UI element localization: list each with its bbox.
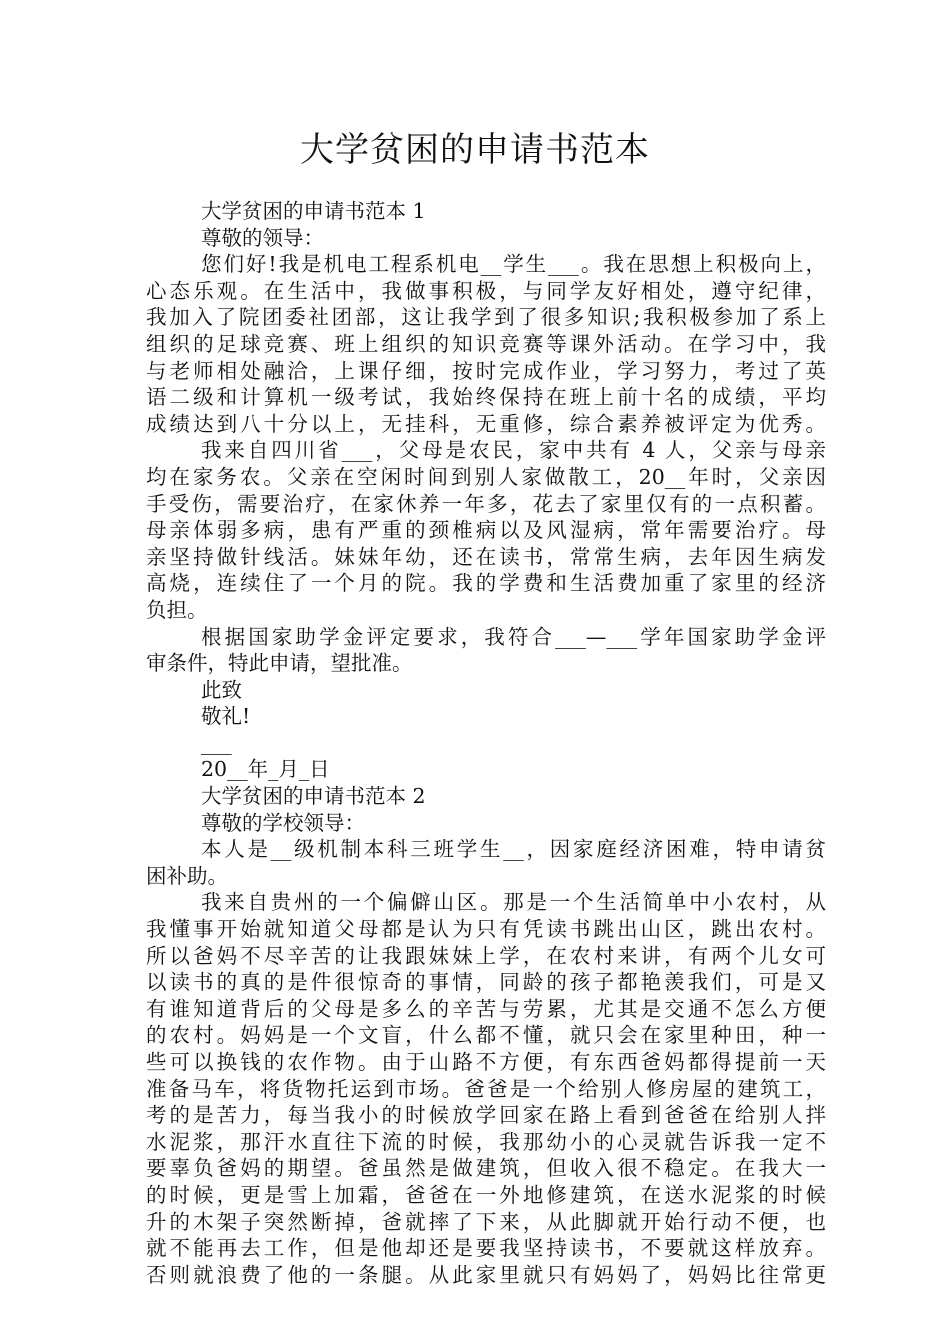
text-line: 的农村。妈妈是一个文盲，什么都不懂，就只会在家里种田，种一 <box>146 1023 826 1048</box>
text-line: 语二级和计算机一级考试，我始终保持在班上前十名的成绩，平均 <box>146 385 826 410</box>
text-line: 我加入了院团委社团部，这让我学到了很多知识;我积极参加了系上 <box>146 305 826 330</box>
text-line: 与老师相处融洽，上课仔细，按时完成作业，学习努力，考过了英 <box>146 358 826 383</box>
text-line: 我来自四川省___，父母是农民，家中共有 4 人，父亲与母亲 <box>201 438 826 463</box>
text-line: 20__年_月_日 <box>201 757 330 782</box>
text-line: 您们好!我是机电工程系机电__学生___。我在思想上积极向上， <box>201 252 826 277</box>
text-line: 手受伤，需要治疗，在家休养一年多，花去了家里仅有的一点积蓄。 <box>146 491 826 516</box>
text-line: 我来自贵州的一个偏僻山区。那是一个生活简单中小农村，从 <box>201 890 826 915</box>
text-line: 高烧，连续住了一个月的院。我的学费和生活费加重了家里的经济 <box>146 571 826 596</box>
text-line: 审条件，特此申请，望批准。 <box>146 651 413 676</box>
text-line: 成绩达到八十分以上，无挂科，无重修，综合素养被评定为优秀。 <box>146 411 826 436</box>
text-line: 考的是苦力，每当我小的时候放学回家在路上看到爸爸在给别人拌 <box>146 1103 826 1128</box>
text-line: 升的木架子突然断掉，爸就摔了下来，从此脚就开始行动不便，也 <box>146 1209 826 1234</box>
text-line: 本人是__级机制本科三班学生__，因家庭经济困难，特申请贫 <box>201 837 826 862</box>
text-line: 亲坚持做针线活。妹妹年幼，还在读书，常常生病，去年因生病发 <box>146 544 826 569</box>
text-line: 水泥浆，那汗水直往下流的时候，我那幼小的心灵就告诉我一定不 <box>146 1129 826 1154</box>
text-line: 要辜负爸妈的期望。爸虽然是做建筑，但收入很不稳定。在我大一 <box>146 1156 826 1181</box>
text-line: 负担。 <box>146 597 208 622</box>
text-line: 敬礼! <box>201 704 251 729</box>
text-line: 有谁知道背后的父母是多么的辛苦与劳累，尤其是交通不怎么方便 <box>146 996 826 1021</box>
text-line: 心态乐观。在生活中，我做事积极，与同学友好相处，遵守纪律， <box>146 278 826 303</box>
text-line: 母亲体弱多病，患有严重的颈椎病以及风湿病，常年需要治疗。母 <box>146 518 826 543</box>
text-line: 就不能再去工作，但是他却还是要我坚持读书，不要就这样放弃。 <box>146 1236 826 1261</box>
text-line: 大学贫困的申请书范本 1 <box>201 199 426 223</box>
text-line: 否则就浪费了他的一条腿。从此家里就只有妈妈了，妈妈比往常更 <box>146 1262 826 1287</box>
text-line: 我懂事开始就知道父母都是认为只有凭读书跳出山区，跳出农村。 <box>146 917 826 942</box>
text-line: 大学贫困的申请书范本 2 <box>201 784 426 809</box>
text-line: 尊敬的领导： <box>201 225 324 250</box>
text-line: ___ <box>201 730 232 755</box>
text-line: 所以爸妈不尽辛苦的让我跟妹妹上学，在农村来讲，有两个儿女可 <box>146 943 826 968</box>
text-line: 组织的足球竞赛、班上组织的知识竞赛等课外活动。在学习中，我 <box>146 331 826 356</box>
text-line: 以读书的真的是件很惊奇的事情，同龄的孩子都艳羡我们，可是又 <box>146 970 826 995</box>
text-line: 均在家务农。父亲在空闲时间到别人家做散工，20__年时，父亲因 <box>146 464 826 489</box>
text-line: 些可以换钱的农作物。由于山路不方便，有东西爸妈都得提前一天 <box>146 1050 826 1074</box>
text-line: 根据国家助学金评定要求，我符合___—___学年国家助学金评 <box>201 624 826 649</box>
text-line: 的时候，更是雪上加霜，爸爸在一外地修建筑，在送水泥浆的时候 <box>146 1182 826 1207</box>
document-title: 大学贫困的申请书范本 <box>300 130 650 170</box>
text-line: 尊敬的学校领导： <box>201 810 365 835</box>
text-line: 准备马车，将货物托运到市场。爸爸是一个给别人修房屋的建筑工， <box>146 1076 826 1101</box>
text-line: 困补助。 <box>146 863 228 888</box>
document-body <box>146 198 826 1288</box>
text-line: 此致 <box>201 677 242 702</box>
